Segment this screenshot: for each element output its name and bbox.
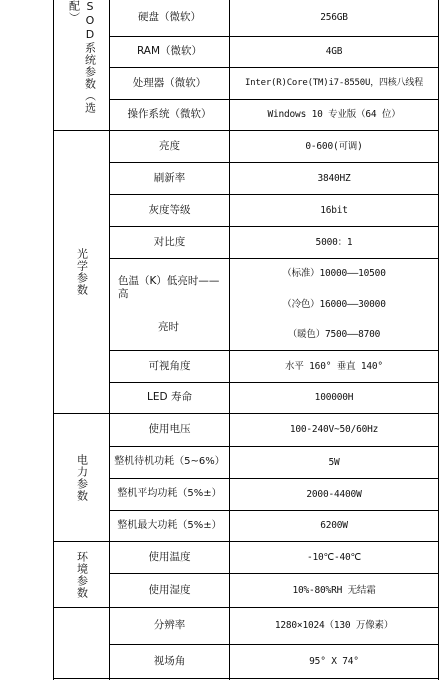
- row-value: 2000-4400W: [306, 488, 362, 500]
- row-value: 3840HZ: [317, 172, 351, 184]
- row-label: 灰度等级: [148, 203, 191, 216]
- row-label: 亮度: [159, 139, 180, 152]
- category-power: [54, 414, 109, 541]
- row-value: 4GB: [325, 46, 343, 58]
- row-value: Windows 10 专业版（64 位）: [267, 109, 401, 121]
- color-temp-warm: （暖色）7500——8700: [287, 329, 381, 341]
- row-value: 16bit: [320, 204, 348, 216]
- row-value: 10%-80%RH 无结霜: [292, 584, 376, 596]
- row-label-color-temp: [110, 259, 229, 350]
- row-label: 使用电压: [148, 423, 191, 436]
- color-temp-standard: （标准）10000——10500: [282, 267, 386, 279]
- row-label: 分辨率: [153, 619, 186, 632]
- table-border-bottom: [53, 678, 439, 679]
- category-power-label: 电力参数: [75, 453, 89, 502]
- row-label: 刷新率: [153, 171, 186, 184]
- row-label: 可视角度: [148, 359, 191, 372]
- row-value: 6200W: [320, 520, 348, 532]
- row-label: 使用湿度: [148, 583, 191, 596]
- row-value-color-temp: [230, 259, 438, 350]
- row-value: Inter(R)Core(TM)i7-8550U，四核八线程: [244, 77, 424, 88]
- category-optical: [54, 131, 109, 413]
- color-temp-label-line2: 亮时: [158, 320, 179, 333]
- row-label: 使用温度: [148, 550, 191, 563]
- category-environment-label: 环境参数: [75, 550, 89, 599]
- row-label: 整机平均功耗（5%±）: [117, 488, 222, 500]
- row-label: 视场角: [153, 654, 186, 667]
- row-value: 5000：1: [315, 236, 353, 248]
- row-value: 0-600(可调): [305, 140, 363, 152]
- row-label: 处理器（微软）: [132, 76, 207, 89]
- category-system: [54, 0, 109, 130]
- row-value: 水平 160° 垂直 140°: [285, 360, 383, 372]
- row-label: LED 寿命: [147, 391, 192, 404]
- row-value: 1280×1024（130 万像素）: [274, 620, 394, 632]
- row-value: 5W: [328, 456, 340, 468]
- row-label: 整机最大功耗（5%±）: [117, 519, 222, 531]
- color-temp-label-line1: 色温（K）低亮时——高: [118, 275, 220, 301]
- category-environment: [54, 542, 109, 607]
- table-border-right: [438, 0, 439, 680]
- color-temp-cool: （冷色）16000——30000: [282, 298, 386, 310]
- category-optical-label: 光学参数: [75, 248, 89, 296]
- row-value: 256GB: [320, 12, 348, 24]
- row-value: 100-240V~50/60Hz: [289, 424, 379, 436]
- row-value: 95° X 74°: [309, 655, 359, 667]
- row-label: 硬盘（微软）: [138, 11, 201, 24]
- row-label: 整机待机功耗（5~6%）: [114, 456, 225, 468]
- row-label: 操作系统（微软）: [127, 108, 212, 121]
- row-value: 100000H: [314, 392, 354, 404]
- category-system-label: SOD系统参数（选配）: [67, 0, 97, 114]
- row-label: RAM（微软）: [136, 45, 203, 58]
- row-label: 对比度: [153, 235, 186, 248]
- row-value: -10℃-40℃: [306, 551, 362, 563]
